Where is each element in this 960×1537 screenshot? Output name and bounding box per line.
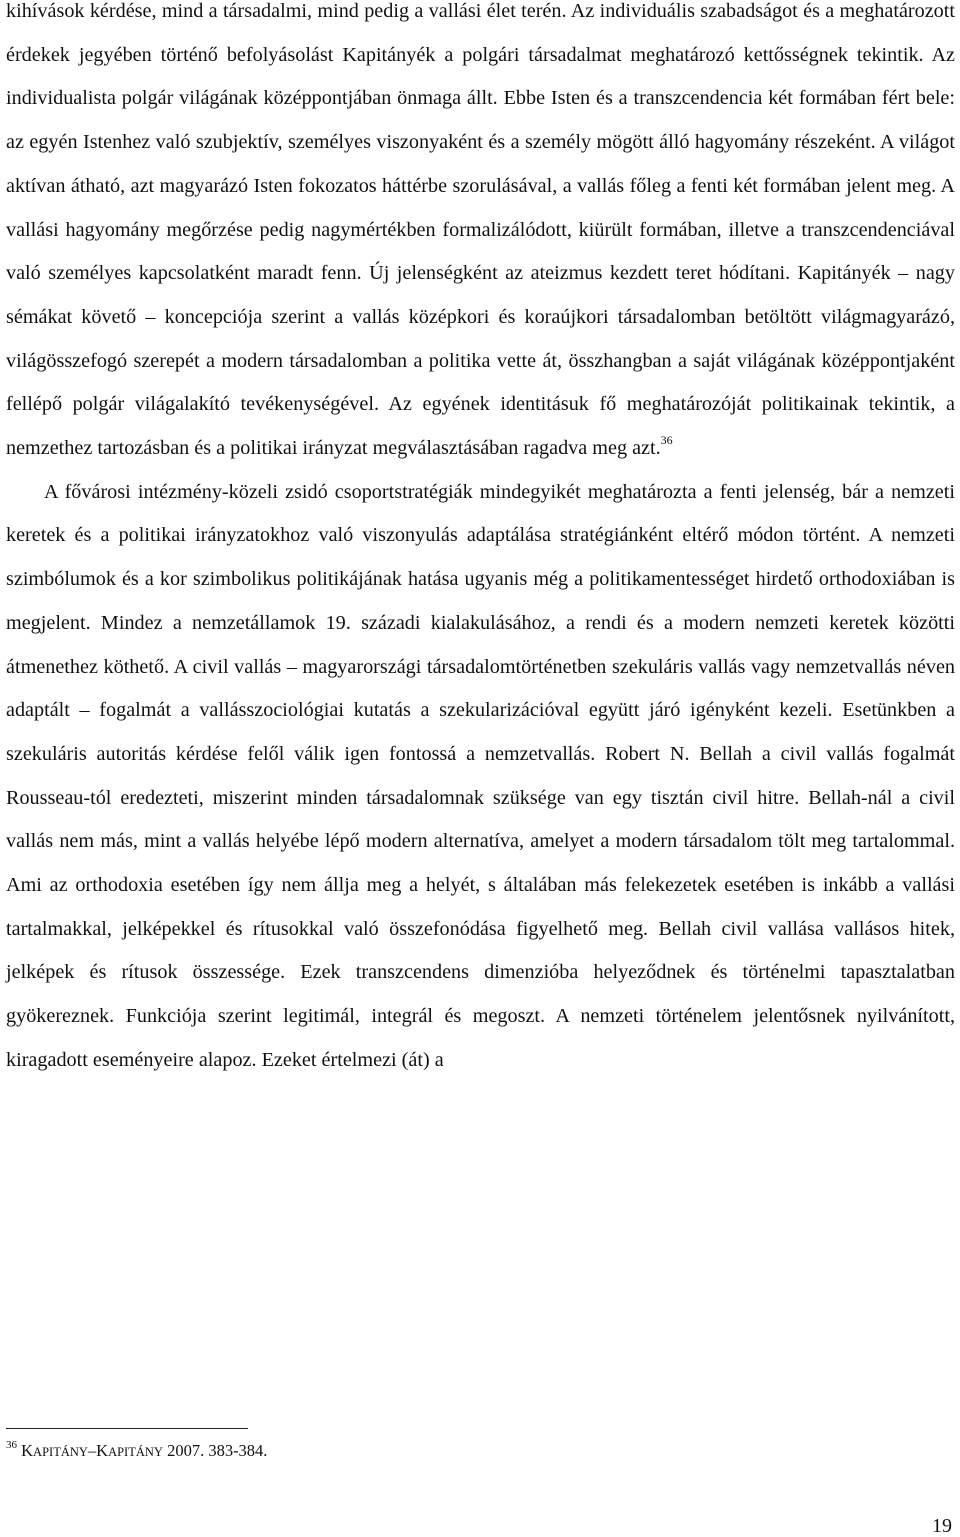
footnote-reference[interactable]: 36 [660, 433, 673, 448]
paragraph-text: A fővárosi intézmény-közeli zsidó csoportstratégiák mindegyikét meghatározta a fenti jelenség, bár a nemzeti keretek és a politikai irányzatokhoz való viszonyulás adaptálása stratégiánként eltérő módon történt. A nemzeti szimbólumok és a kor szimbolikus politikájának hatása ugyanis még a politikamentességet hirdető orthodoxiában is megjelent. Mindez a nemzetállamok 19. századi kialakulásához, a rendi és a modern nemzeti keretek közötti átmenethez köthető. A civil vallás – magyarországi társadalomtörténetben szekuláris vallás vagy nemzetvallás néven adaptált – fogalmát a vallásszociológiai kutatás a szekularizációval együtt járó igényként kezeli. Esetünkben a szekuláris autoritás kérdése felől válik igen fontossá a nemzetvallás. Robert N. Bellah a civil vallás fogalmát Rousseau-tól eredezteti, miszerint minden társadalomnak szüksége van egy tisztán civil hitre. Bellah-nál a civil vallás nem más, mint a vallás helyébe lépő modern alternatíva, amelyet a modern társadalom tölt meg tartalommal. Ami az orthodoxia esetében így nem állja meg a helyét, s általában más felekezetek esetében is inkább a vallási tartalmakkal, jelképekkel és rítusokkal való összefonódása figyelhető meg. Bellah civil vallása vallásos hitek, jelképek és rítusok összessége. Ezek transzcendens dimenzióba helyeződnek és történelmi tapasztalatban gyökereznek. Funkciója szerint legitimál, integrál és megoszt. A nemzeti történelem jelentősnek nyilvánított, kiragadott eseményeire alapoz. Ezeket értelmezi (át) a [6, 480, 955, 1071]
footnote-number: 36 [6, 1439, 17, 1451]
page-body [6, 0, 955, 1083]
body-paragraph [6, 471, 955, 1083]
footnote-separator [6, 1428, 248, 1429]
footnote [6, 1440, 267, 1463]
page-number: 19 [932, 1515, 952, 1537]
paragraph-text: kihívások kérdése, mind a társadalmi, mind pedig a vallási élet terén. Az individuális szabadságot és a meghatározott érdekek jegyében történő befolyásolást Kapitányék a polgári társadalmat meghatározó kettősségnek tekintik. Az individualista polgár világának középpontjában önmaga állt. Ebbe Isten és a transzcendencia két formában fért bele: az egyén Istenhez való szubjektív, személyes viszonyaként és a személy mögött álló hagyomány részeként. A világot aktívan átható, azt magyarázó Isten fokozatos háttérbe szorulásával, a vallás főleg a fenti két formában jelent meg. A vallási hagyomány megőrzése pedig nagymértékben formalizálódott, kiürült formában, illetve a transzcendenciával való személyes kapcsolatként maradt fenn. Új jelenségként az ateizmus kezdett teret hódítani. Kapitányék – nagy sémákat követő – koncepciója szerint a vallás középkori és koraújkori társadalomban betöltött világmagyarázó, világösszefogó szerepét a modern társadalomban a politika vette át, összhangban a saját világának középpontjaként fellépő polgár világalakító tevékenységével. Az egyének identitásuk fő meghatározóját politikainak tekintik, a nemzethez tartozásban és a politikai irányzat megválasztásában ragadva meg azt. [6, 0, 955, 460]
footnote-citation: KAPITÁNY–KAPITÁNY 2007. 383-384. [21, 1441, 268, 1460]
body-paragraph [6, 0, 955, 471]
